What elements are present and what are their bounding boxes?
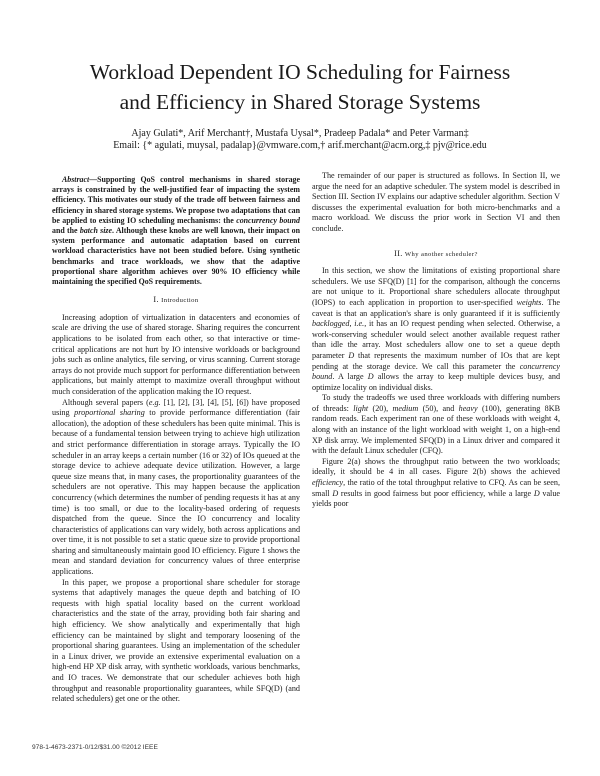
intro-paragraph-3: In this paper, we propose a proportional share scheduler for storage systems that adaptively manages the queue depth and batching of IO requests with high spatial locality based on the current workload characteristics and the state of the array, providing both fair sharing and high efficiency. We show analytically and experimentally that high efficiency can be maintained by slight and temporary loosening of the proportional sharing guarantees. Using an implementation of the scheduler in a Linux driver, we provide an extensive experimental evaluation on a high-end HP XP disk array, with synthetic workloads, various benchmarks, and IO traces. We demonstrate that our scheduler achieves both high throughput and reasonable proportionality guarantees, while SFQ(D) (and related schedulers) get one or the other. — [52, 577, 300, 704]
right-column — [312, 171, 560, 510]
why-paragraph-3: Figure 2(a) shows the throughput ratio between the two workloads; ideally, it should be 4 in all cases. Figure 2(b) shows the achieved efficiency, the ratio of the total throughput relative to CFQ. As can be seen, small D results in good fairness but poor efficiency, while a large D value yields poor — [312, 456, 560, 509]
abstract: Abstract—Supporting QoS control mechanisms in shared storage arrays is constrained by the well-justified fear of impacting the system efficiency. This motivates our study of the trade off between fairness and efficiency in shared storage systems. We propose two adaptations that can be applied to existing IO scheduling mechanisms: the concurrency bound and the batch size. Although these knobs are well known, their impact on system performance and automatic adaptation based on current workload characteristics have not been studied before. Using synthetic benchmarks and trace workloads, we show that the adaptive proportional share algorithm achieves over 90% IO efficiency while maintaining the specified QoS requirements. — [52, 175, 300, 287]
abstract-label: Abstract — [62, 175, 90, 184]
paper-title-line-1: Workload Dependent IO Scheduling for Fairness — [89, 60, 511, 84]
copyright-footer: 978-1-4673-2371-0/12/$31.00 ©2012 IEEE — [32, 744, 158, 751]
section-heading-why-another-scheduler: II. Why another scheduler? — [394, 248, 478, 258]
why-paragraph-2: To study the tradeoffs we used three workloads with differing numbers of threads: light (20), medium (50), and heavy (100), generating 8KB random reads. Each experiment ran one of these workloads with weight 4, along with an instance of the light workload with weight 1, on a high-end XP disk array. We implemented SFQ(D) in a Linux driver and compared it with the default Linux scheduler (CFQ). — [312, 393, 560, 456]
why-paragraph-1: In this section, we show the limitations of existing proportional share schedulers. We use SFQ(D) [1] for the comparison, although the concerns are not unique to it. Proportional share schedulers allocate throughput (IOPS) to each application in proportion to user-specified weights. The caveat is that an application's share is only guaranteed if it is sufficiently backlogged, i.e., it has an IO request pending when selected. Otherwise, a work-conserving scheduler would select another available request rather than idle the array. Most schedulers allow one to set a queue depth parameter D that represents the maximum number of IOs that are kept pending at the storage device. We call this parameter the concurrency bound. A large D allows the array to keep multiple devices busy, and optimize locality on individual disks. — [312, 266, 561, 392]
left-column — [52, 175, 300, 705]
intro-paragraph-1: Increasing adoption of virtualization in datacenters and economies of scale are driving the use of shared storage. Sharing requires the concurrent applications to be isolated from each other, so that interactive or time-critical applications are not hurt by IO intensive workloads or background jobs such as online analytics, file serving, or virus scanning. Current storage arrays do not provide much support for performance differentiation between applications, but mainly attempt to maximize overall throughput without much consideration of the application making the IO request. — [52, 312, 300, 396]
intro-paragraph-2: Although several papers (e.g. [1], [2], [3], [4], [5], [6]) have proposed using proportional sharing to provide performance differentiation (fair allocation), the adoption of these schedulers has been quite minimal. This is because of a fundamental tension between trying to achieve high utilization and strict performance differentiation in storage arrays. Typically the IO scheduler in an array keeps a certain number (16 or 32) of IOs queued at the storage device to achieve adequate device utilization. However, a large queue size means that, in many cases, the proportionality guarantees of the schedulers are not operative. This may happen because the application concurrency (which determines the number of pending requests it has at any time) is too small, or due to the locality-based ordering of requests dispatched from the queue. Since the IO concurrency and locality characteristics of applications can vary widely, both across applications and over time, it is not possible to set a static queue size to provide proportional sharing and simultaneously maintain good IO efficiency. Figure 1 shows the mean and standard deviation for concurrency values of three enterprise applications. — [52, 397, 300, 577]
author-emails: Email: {* agulati, muysal, padalap}@vmware.com,† arif.merchant@acm.org,‡ pjv@rice.edu — [113, 140, 487, 151]
intro-paragraph-4: The remainder of our paper is structured as follows. In Section II, we argue the need for an adaptive scheduler. The system model is described in Section III. Section IV explains our adaptive scheduler algorithm. Section V discusses the experimental evaluation for both micro-benchmarks and a macro workload. We discuss the prior work in Section VI and then conclude. — [312, 171, 560, 233]
section-heading-introduction: I. Introduction — [153, 295, 199, 305]
author-list: Ajay Gulati*, Arif Merchant†, Mustafa Uysal*, Pradeep Padala* and Peter Varman‡ — [131, 128, 469, 139]
paper-title-line-2: and Efficiency in Shared Storage Systems — [119, 90, 481, 114]
